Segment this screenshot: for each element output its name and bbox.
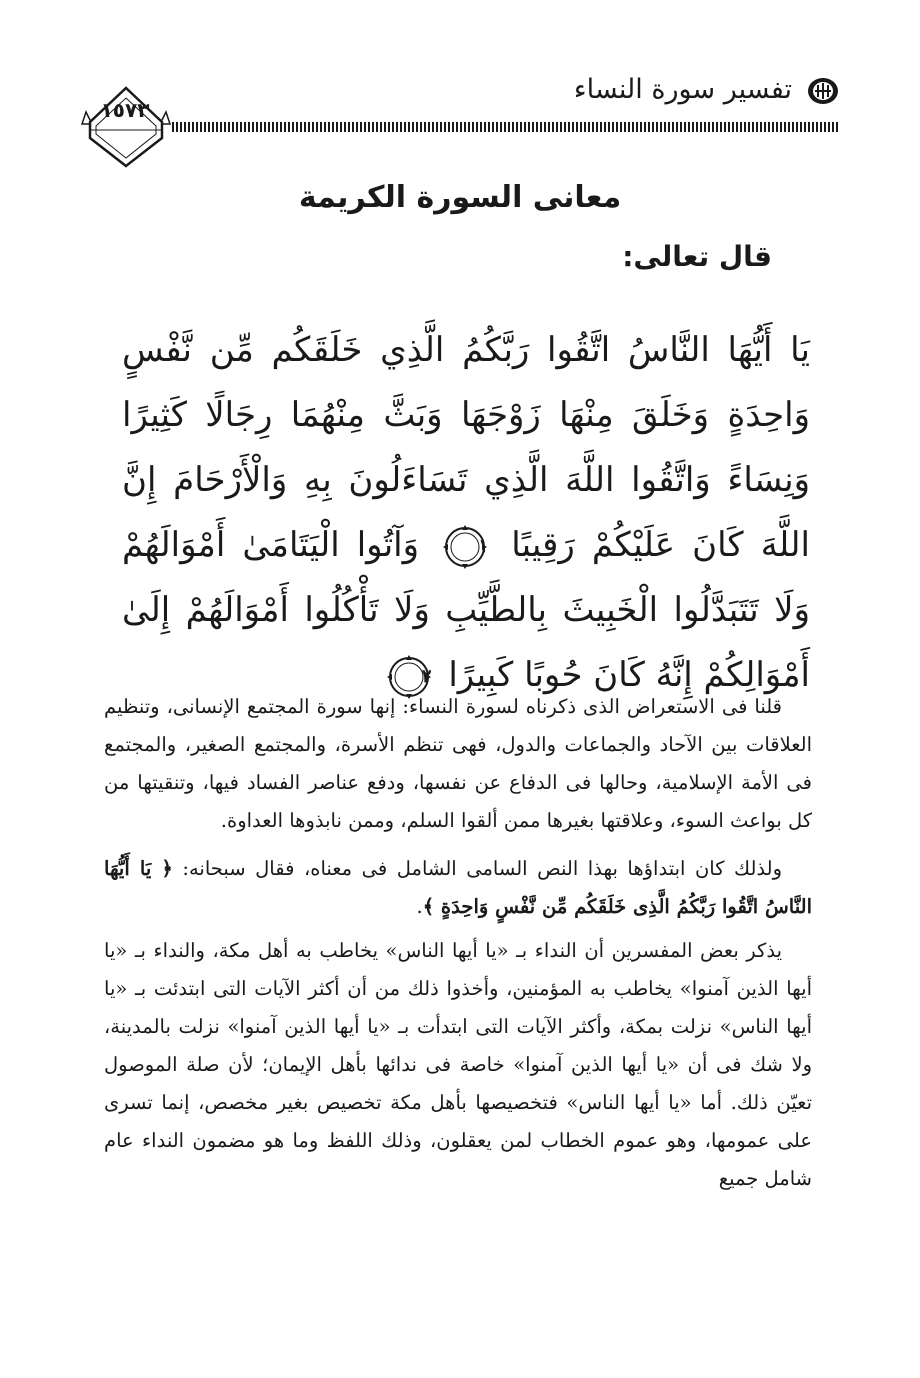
verse-end-marker-icon [442, 524, 488, 570]
page-number: ١٥٧٣ [100, 98, 150, 122]
section-title: معانى السورة الكريمة [298, 180, 622, 215]
running-header-title: تفسير سورة النساء [573, 74, 792, 105]
verse-1-text: يَا أَيُّهَا النَّاسُ اتَّقُوا رَبَّكُمُ الَّذِي خَلَقَكُم مِّن نَّفْسٍ وَاحِدَةٍ وَخَلَقَ مِنْهَا زَوْجَهَا وَبَثَّ مِنْهُمَا رِجَالًا كَثِيرًا وَنِسَاءً وَاتَّقُوا اللَّهَ الَّذِي تَسَاءَلُونَ بِهِ وَالْأَرْحَامَ إِنَّ اللَّهَ كَانَ عَلَيْكُمْ رَقِيبًا [122, 330, 810, 565]
header-rule [172, 122, 840, 132]
intro-label: قال تعالى: [622, 240, 772, 273]
flower-ornament-icon [806, 76, 840, 106]
paragraph-2-quote: ﴿ يَا أَيُّهَا النَّاسُ اتَّقُوا رَبَّكُمُ الَّذِى خَلَقَكُم مِّن نَّفْسٍ وَاحِدَةٍ ﴾ [104, 857, 812, 918]
paragraph-2-lead: ولذلك كان ابتداؤها بهذا النص السامى الشامل فى معناه، فقال سبحانه: [182, 857, 783, 880]
paragraph-2 [104, 850, 812, 926]
paragraph-2-end: . [416, 895, 423, 918]
paragraph-3: يذكر بعض المفسرين أن النداء بـ «يا أيها الناس» يخاطب به أهل مكة، والنداء بـ «يا أيها الذين آمنوا» يخاطب به المؤمنين، وأخذوا ذلك من أن أكثر الآيات التى ابتدئت بـ «يا أيها الناس» نزلت بمكة، وأكثر الآيات التى ابتدأت بـ «يا أيها الذين آمنوا» نزلت بالمدينة، ولا شك فى أن «يا أيها الذين آمنوا» خاصة فى ندائها بأهل الإيمان؛ لأن صلة الموصول تعيّن ذلك. أما «يا أيها الناس» فتخصيصها بأهل مكة تخصيص بغير مخصص، إنما تسرى على عمومها، وهو عموم الخطاب لمن يعقلون، وذلك اللفظ وما هو مضمون النداء عام شامل جميع [104, 939, 812, 1190]
verse-2-text: وَآتُوا الْيَتَامَىٰ أَمْوَالَهُمْ وَلَا تَتَبَدَّلُوا الْخَبِيثَ بِالطَّيِّبِ وَلَا تَأْكُلُوا أَمْوَالَهُمْ إِلَىٰ أَمْوَالِكُمْ إِنَّهُ كَانَ حُوبًا كَبِيرًا [122, 525, 810, 695]
page-number-badge-icon [76, 84, 176, 170]
quran-verses [122, 318, 810, 708]
verse-1-number: ١ [478, 536, 489, 557]
paragraph-1: قلنا فى الاستعراض الذى ذكرناه لسورة النساء: إنها سورة المجتمع الإنسانى، وتنظيم العلاقات بين الآحاد والجماعات والدول، فهى تنظم الأسرة، والمجتمع الصغير، والمجتمع فى الأمة الإسلامية، وحالها فى الدفاع عن نفسها، ودفع عناصر الفساد فيها، وتنقيتها من كل بواعث السوء، وعلاقتها بغيرها ممن ألقوا السلم، وممن نابذوها العداوة. [104, 695, 812, 832]
verse-2-number: ٢ [421, 666, 432, 687]
commentary-body [104, 688, 812, 1208]
